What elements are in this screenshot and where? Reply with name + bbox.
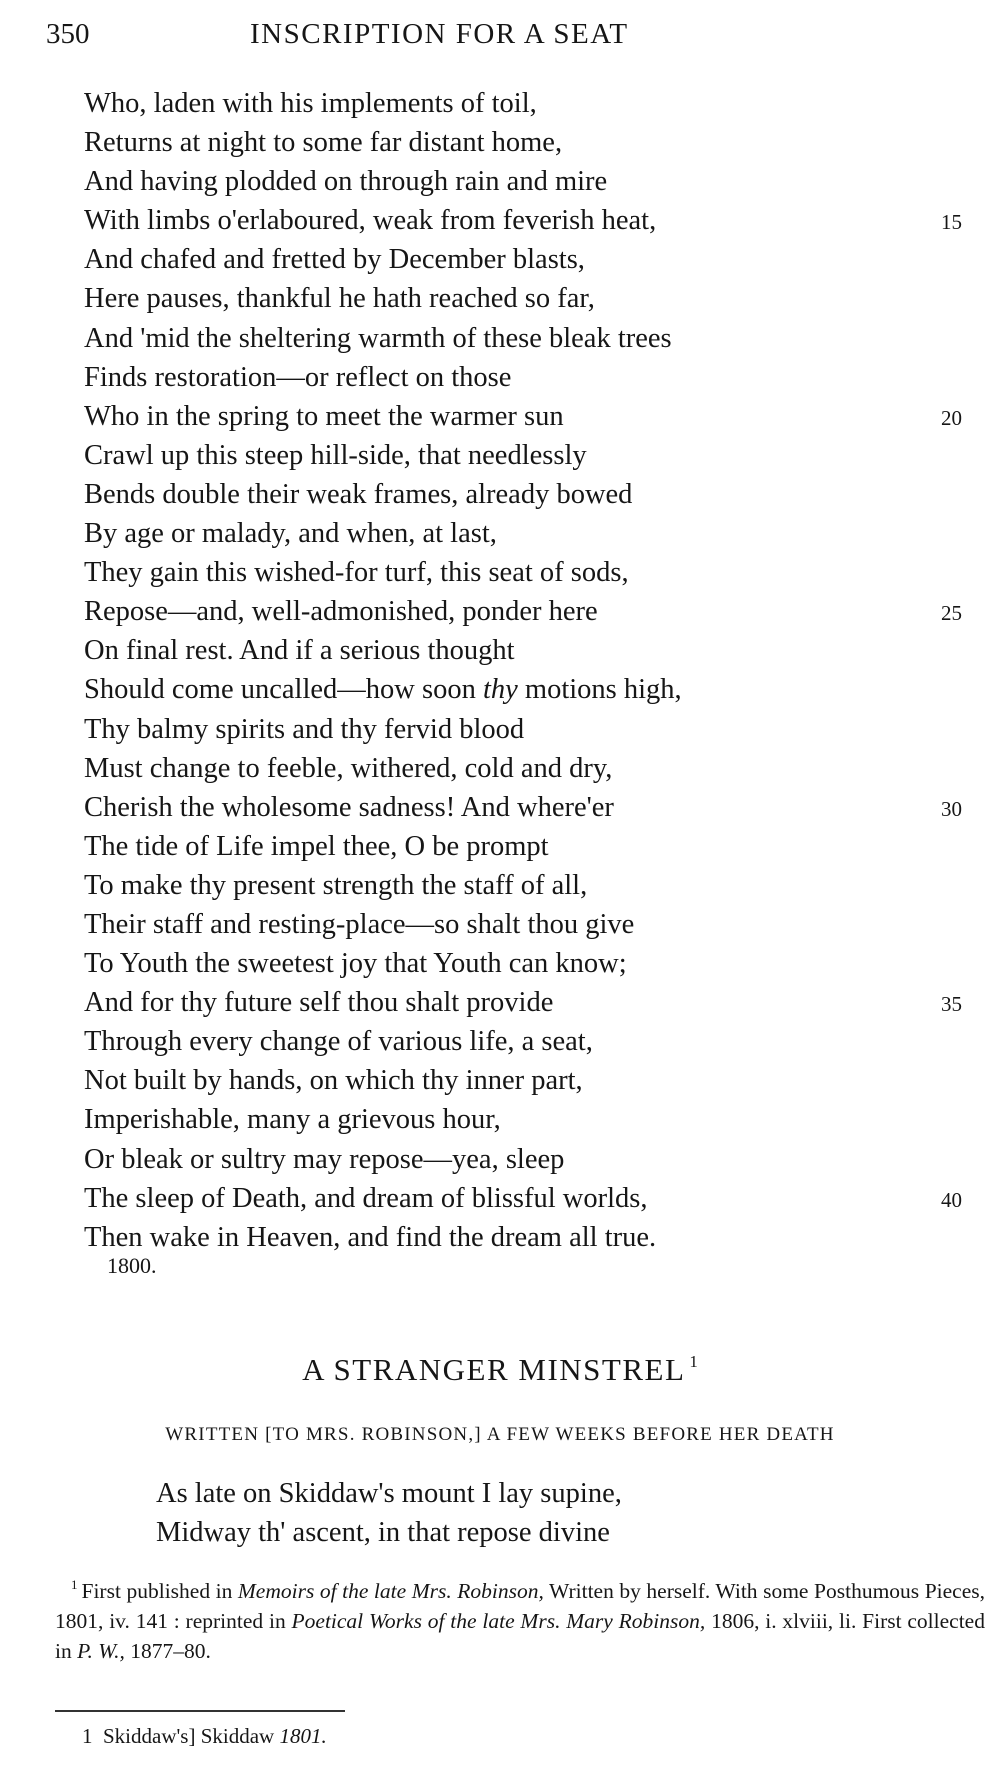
poem-line <box>84 279 974 318</box>
poem-line <box>84 1100 974 1139</box>
poem-line <box>84 944 974 983</box>
poem-line <box>84 905 974 944</box>
footnote-text: First published in <box>81 1579 238 1603</box>
footnote-text: 1877–80. <box>124 1639 211 1663</box>
poem-line <box>84 631 974 670</box>
poem-line <box>84 1061 974 1100</box>
poem-line <box>84 1140 974 1179</box>
poem-line <box>84 983 974 1022</box>
poem-line <box>84 1179 974 1218</box>
poem-line <box>84 84 974 123</box>
poem-line <box>84 436 974 475</box>
poem-line-text: By age or malady, and when, at last, <box>84 518 497 550</box>
footnote-text: 1806, i. xlviii, li. First collected in <box>55 1609 985 1663</box>
poem-line <box>84 553 974 592</box>
second-poem-line: As late on Skiddaw's mount I lay supine, <box>156 1478 622 1509</box>
poem-line-text: Their staff and resting-place—so shalt thou give <box>84 908 635 940</box>
poem-line-text: Finds restoration—or reflect on those <box>84 361 512 393</box>
footnote-text: Written by herself. With some Posthumous Pieces, 1801, iv. 141 : reprinted in <box>55 1579 985 1633</box>
footnote <box>55 1570 985 1666</box>
footnote-italic-title: Poetical Works of the late Mrs. Mary Robinson, <box>291 1609 706 1633</box>
poem-line <box>84 240 974 279</box>
poem-line-text: To make thy present strength the staff of all, <box>84 869 588 901</box>
footnote-mark: 1 <box>71 1577 78 1592</box>
poem-line-text: Cherish the wholesome sadness! And where'er <box>84 791 614 823</box>
poem-line-text: Who in the spring to meet the warmer sun <box>84 400 564 432</box>
poem-line <box>84 358 974 397</box>
poem-line-text: Repose—and, well-admonished, ponder here <box>84 596 598 628</box>
page-number: 350 <box>46 18 90 50</box>
poem-body <box>84 84 974 1257</box>
poem-line <box>84 788 974 827</box>
line-number: 25 <box>941 601 962 626</box>
poem-line-text: Or bleak or sultry may repose—yea, sleep <box>84 1143 565 1175</box>
poem-line-text: The sleep of Death, and dream of blissful worlds, <box>84 1182 648 1214</box>
footnote-divider <box>55 1710 345 1712</box>
poem-line <box>84 866 974 905</box>
line-number: 35 <box>941 992 962 1017</box>
second-poem-title-text: A STRANGER MINSTREL <box>302 1352 686 1387</box>
poem-line <box>84 162 974 201</box>
poem-line <box>84 475 974 514</box>
textual-variant-note <box>82 1724 327 1749</box>
poem-line <box>84 749 974 788</box>
running-head: INSCRIPTION FOR A SEAT <box>250 18 629 50</box>
poem-line <box>84 397 974 436</box>
poem-line-text: Through every change of various life, a seat, <box>84 1026 593 1058</box>
second-poem-title <box>0 1352 1000 1388</box>
footnote-italic-abbrev: P. W., <box>77 1639 125 1663</box>
line-number: 20 <box>941 405 962 430</box>
poem-line <box>84 710 974 749</box>
poem-line <box>84 592 974 631</box>
second-poem-body <box>156 1474 622 1552</box>
poem-line-text: To Youth the sweetest joy that Youth can know; <box>84 948 627 980</box>
line-number: 40 <box>941 1187 962 1212</box>
poem-line <box>84 827 974 866</box>
poem-line-text: Must change to feeble, withered, cold and dry, <box>84 752 613 784</box>
poem-line-text: Bends double their weak frames, already bowed <box>84 478 633 510</box>
emphasized-word: thy <box>482 674 518 706</box>
second-poem-line: Midway th' ascent, in that repose divine <box>156 1517 610 1548</box>
poem-line <box>84 1022 974 1061</box>
poem-line <box>84 514 974 553</box>
poem-line-text: And chafed and fretted by December blasts, <box>84 244 585 276</box>
poem-line-text: Should come uncalled—how soon thy motions high, <box>84 674 682 706</box>
poem-line-text: With limbs o'erlaboured, weak from feverish heat, <box>84 205 657 237</box>
page-header <box>46 18 766 58</box>
poem-line <box>84 123 974 162</box>
variant-line-number: 1 <box>82 1724 93 1748</box>
poem-line <box>84 201 974 240</box>
variant-text: Skiddaw's] Skiddaw <box>103 1724 280 1748</box>
poem-line-text: And having plodded on through rain and mire <box>84 166 608 198</box>
poem-line-text: Not built by hands, on which thy inner part, <box>84 1065 583 1097</box>
poem-line-text: And 'mid the sheltering warmth of these bleak trees <box>84 322 672 354</box>
poem-line-text: The tide of Life impel thee, O be prompt <box>84 830 549 862</box>
poem-line-text: Who, laden with his implements of toil, <box>84 88 537 119</box>
poem-line-text: Thy balmy spirits and thy fervid blood <box>84 713 525 745</box>
poem-line-text: Here pauses, thankful he hath reached so far, <box>84 283 595 315</box>
poem-line-text: They gain this wished-for turf, this seat of sods, <box>84 557 629 589</box>
poem-line-text: Crawl up this steep hill-side, that needlessly <box>84 439 587 471</box>
poem-date: 1800. <box>107 1253 157 1278</box>
poem-line-text: On final rest. And if a serious thought <box>84 635 515 667</box>
line-number: 30 <box>941 796 962 821</box>
poem-line-text: Imperishable, many a grievous hour, <box>84 1104 501 1136</box>
variant-year: 1801. <box>279 1724 327 1748</box>
poem-line-text: And for thy future self thou shalt provide <box>84 987 554 1019</box>
poem-line <box>84 1218 974 1257</box>
poem-line-text: Then wake in Heaven, and find the dream all true. <box>84 1221 657 1253</box>
poem-line <box>84 670 974 709</box>
footnote-italic-title: Memoirs of the late Mrs. Robinson, <box>237 1579 544 1603</box>
title-footnote-mark: 1 <box>689 1352 698 1371</box>
poem-line <box>84 319 974 358</box>
line-number: 15 <box>941 210 962 235</box>
poem-line-text: Returns at night to some far distant home, <box>84 127 563 159</box>
second-poem-subtitle: WRITTEN [TO MRS. ROBINSON,] A FEW WEEKS BEFORE HER DEATH <box>165 1424 835 1445</box>
